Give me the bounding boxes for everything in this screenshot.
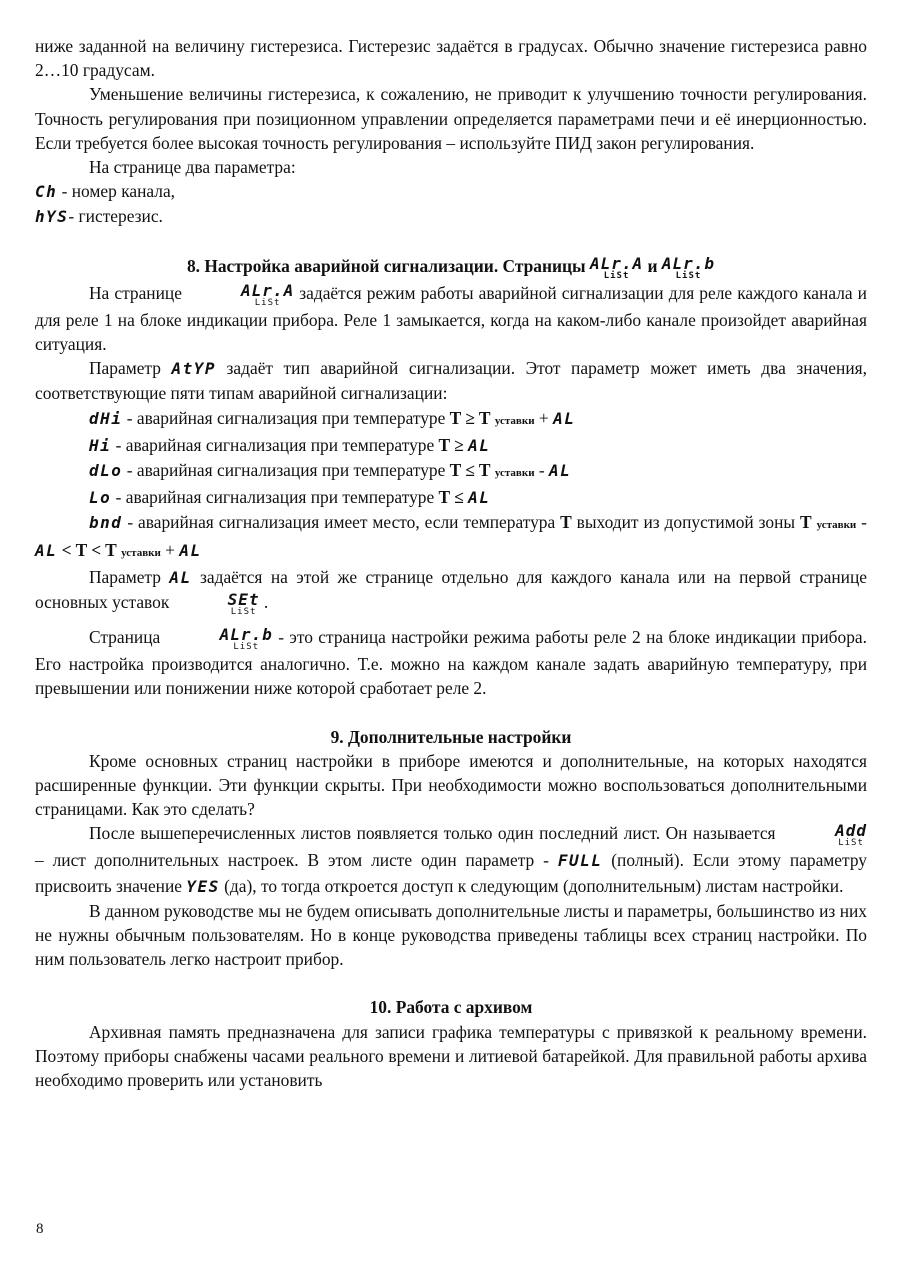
paragraph: В данном руководстве мы не будем описывать дополнительные листы и параметры, большинство из них не нужны обычным пользователям. Но в конце руководства приведены таблицы всех страниц настройки. По ним пользователь легко настроит прибор. [35, 900, 867, 970]
paragraph: На странице два параметра: [89, 157, 296, 178]
paragraph: ниже заданной на величину гистерезиса. Гистерезис задаётся в градусах. Обычно значение гистерезиса равно 2…10 градусам. [35, 36, 867, 81]
page-code-add: Add LiSt [835, 821, 867, 849]
paragraph: Кроме основных страниц настройки в приборе имеются и дополнительные, на которых находятся расширенные функции. Эти функции скрыты. При необходимости можно воспользоваться дополнительными страницами. Как это сделать? [35, 750, 867, 820]
lcd-code: AtYP [171, 359, 216, 379]
section-9-heading: 9. Дополнительные настройки [330, 726, 572, 747]
paragraph: После вышеперечисленных листов появляется только один последний лист. Он называется Add LiSt – лист дополнительных настроек. В этом листе один параметр - FULL (полный). Если этому параметру присвоить значение YES (да), то тогда откроется доступ к следующим (дополнительным) листам настройки. [35, 821, 867, 896]
paragraph: Параметр AL задаётся на этой же странице отдельно для каждого канала или на первой странице основных уставок SEt LiSt . [35, 566, 867, 618]
paragraph: Архивная память предназначена для записи графика температуры с привязкой к реальному времени. Поэтому приборы снабжены часами реального времени и литиевой батарейкой. Для правильной работы архива необходимо проверить или установить [35, 1021, 867, 1091]
paragraph: Уменьшение величины гистерезиса, к сожалению, не приводит к улучшению точности регулирования. Точность регулирования при позиционном управлении определяется параметрами печи и её инерционностью. Если требуется более высокая точность регулирования – используйте ПИД закон регулирования. [35, 84, 867, 153]
section-8-heading: 8. Настройка аварийной сигнализации. Страницы ALr.A LiSt и ALr.b LiSt [186, 253, 716, 281]
alarm-type-item: dLo - аварийная сигнализация при температуре T ≤ T уставки - AL [89, 460, 572, 480]
page-code-alr-a: ALr.A LiSt [241, 280, 295, 308]
alarm-type-item: Lo - аварийная сигнализация при температуре T ≤ AL [89, 487, 491, 508]
paragraph: Параметр AtYP задаёт тип аварийной сигнализации. Этот параметр может иметь два значения, соответствующие пяти типам аварийной сигнализации: [35, 358, 867, 404]
page-number: 8 [36, 1221, 44, 1237]
section-10-heading: 10. Работа с архивом [369, 997, 533, 1018]
param-item: hYS- гистерезис. [35, 206, 163, 227]
page-code-alr-a: ALr.A LiSt [589, 253, 644, 281]
page-code-set: SEt LiSt [227, 590, 260, 618]
paragraph: Страница ALr.b LiSt - это страница настройки режима работы реле 2 на блоке индикации прибора. Его настройка производится аналогично. Т.е. можно на каждом канале задать аварийную температуру, при превышении или понижении ниже которой сработает реле 2. [35, 625, 867, 699]
lcd-code: hYS [35, 207, 69, 227]
param-item: Ch - номер канала, [35, 181, 176, 202]
alarm-type-item: dHi - аварийная сигнализация при температуре T ≥ T уставки + AL [89, 407, 576, 428]
page-code-alr-b: ALr.b LiSt [219, 625, 273, 653]
paragraph: На странице ALr.A LiSt задаётся режим работы аварийной сигнализации для реле каждого канала и для реле 1 на блоке индикации прибора. Реле 1 замыкается, когда на каком-либо канале произойдет аварийная ситуация. [35, 280, 867, 354]
alarm-type-item: Hi - аварийная сигнализация при температуре T ≥ AL [89, 434, 491, 455]
page-code-alr-b: ALr.b LiSt [661, 253, 716, 281]
document-page [35, 34, 867, 1092]
alarm-type-item: bnd - аварийная сигнализация имеет место, если температура T выходит из допустимой зоны T уставки - AL < T < T уставки + AL [35, 512, 867, 560]
lcd-code: Ch [35, 182, 58, 202]
